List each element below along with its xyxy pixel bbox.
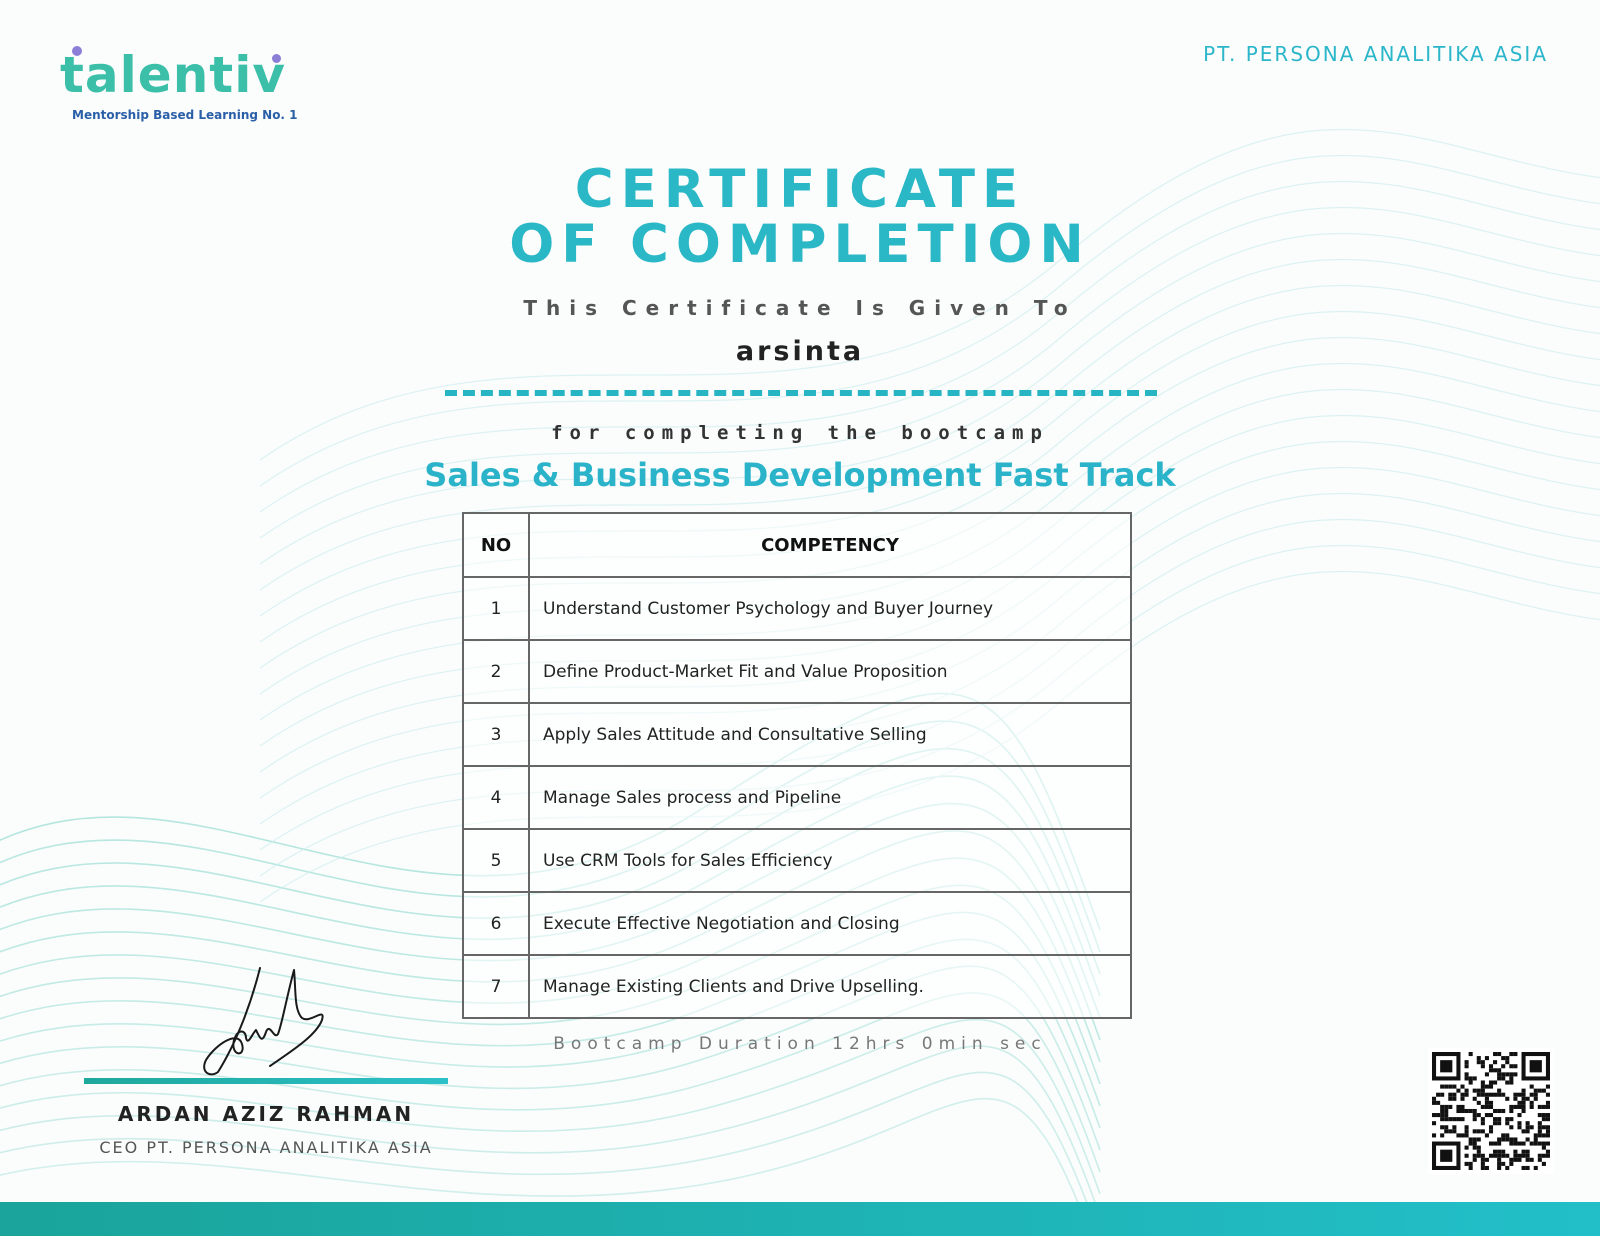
recipient-underline xyxy=(445,390,1157,396)
row-number: 3 xyxy=(463,703,529,766)
signature-graphic xyxy=(190,960,350,1080)
logo-tagline: Mentorship Based Learning No. 1 xyxy=(72,108,298,122)
competency-table xyxy=(462,512,1132,1019)
signer-title: CEO PT. PERSONA ANALITIKA ASIA xyxy=(99,1138,433,1157)
signer-name: ARDAN AZIZ RAHMAN xyxy=(117,1102,415,1126)
table-row xyxy=(463,766,1131,829)
table-row xyxy=(463,955,1131,1018)
signature-line xyxy=(84,1078,448,1084)
bootcamp-duration: Bootcamp Duration 12hrs 0min sec xyxy=(553,1034,1047,1054)
qr-code-icon xyxy=(1428,1048,1554,1174)
title-line-2: OF COMPLETION xyxy=(509,214,1091,275)
table-row xyxy=(463,703,1131,766)
table-row xyxy=(463,892,1131,955)
company-name: PT. PERSONA ANALITIKA ASIA xyxy=(1203,42,1548,66)
row-competency: Use CRM Tools for Sales Efficiency xyxy=(529,829,1131,892)
row-competency: Manage Existing Clients and Drive Upselling. xyxy=(529,955,1131,1018)
row-competency: Define Product-Market Fit and Value Proposition xyxy=(529,640,1131,703)
bottom-accent-bar xyxy=(0,1202,1600,1236)
title-line-1: CERTIFICATE xyxy=(574,159,1026,220)
certificate-title xyxy=(0,159,1600,275)
table-row xyxy=(463,640,1131,703)
header-no: NO xyxy=(463,513,529,577)
row-number: 5 xyxy=(463,829,529,892)
row-number: 7 xyxy=(463,955,529,1018)
table-header-row xyxy=(463,513,1131,577)
row-competency: Execute Effective Negotiation and Closing xyxy=(529,892,1131,955)
for-completing-text: for completing the bootcamp xyxy=(551,422,1049,444)
row-number: 6 xyxy=(463,892,529,955)
row-number: 1 xyxy=(463,577,529,640)
header-competency: COMPETENCY xyxy=(529,513,1131,577)
row-competency: Understand Customer Psychology and Buyer Journey xyxy=(529,577,1131,640)
row-competency: Manage Sales process and Pipeline xyxy=(529,766,1131,829)
table-row xyxy=(463,829,1131,892)
row-number: 4 xyxy=(463,766,529,829)
table-row xyxy=(463,577,1131,640)
row-number: 2 xyxy=(463,640,529,703)
recipient-name: arsinta xyxy=(735,336,865,367)
given-to-text: This Certificate Is Given To xyxy=(523,296,1077,320)
row-competency: Apply Sales Attitude and Consultative Selling xyxy=(529,703,1131,766)
logo-wordmark: talentiv xyxy=(60,46,286,104)
talentiv-logo xyxy=(60,40,320,130)
program-title: Sales & Business Development Fast Track xyxy=(424,456,1176,494)
